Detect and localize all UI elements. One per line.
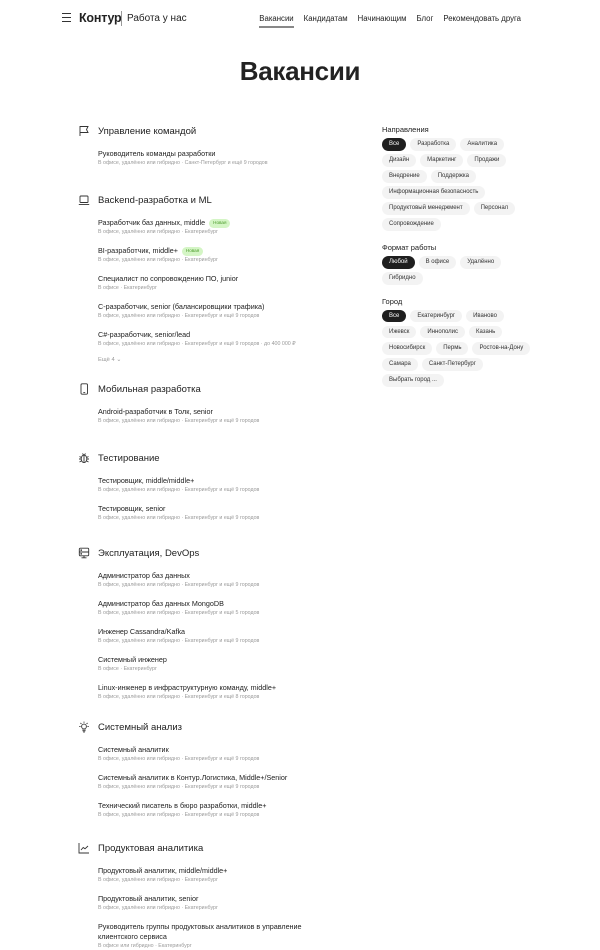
job-meta: В офисе, удалённо или гибридно · Екатеринбург и ещё 9 городов · до 400 000 ₽: [98, 341, 296, 347]
chip-city-all[interactable]: Все: [382, 310, 406, 323]
filter-directions-chips: [382, 138, 532, 231]
section-mobile-dev: [78, 381, 358, 425]
job-meta: В офисе, удалённо или гибридно · Екатеринбург и ещё 9 городов: [98, 418, 260, 424]
new-badge: Новая: [182, 247, 203, 256]
job-title[interactable]: C#-разработчик, senior/lead: [98, 330, 191, 339]
menu-icon[interactable]: [62, 13, 71, 22]
job-title[interactable]: Администратор баз данных MongoDB: [98, 599, 224, 608]
job-item[interactable]: [98, 894, 358, 912]
job-meta: В офисе, удалённо или гибридно · Екатеринбург: [98, 877, 218, 883]
job-item[interactable]: [98, 627, 358, 645]
job-title[interactable]: Android-разработчик в Толк, senior: [98, 407, 213, 416]
chip-direction-all[interactable]: Все: [382, 138, 406, 151]
section-title: Системный анализ: [98, 721, 183, 733]
main-nav: [259, 14, 521, 23]
logo-subtitle[interactable]: Работа у нас: [127, 13, 187, 24]
section-title: Backend-разработка и ML: [98, 194, 212, 206]
chip-direction-sales[interactable]: Продажи: [467, 154, 506, 167]
chip-city-izhevsk[interactable]: Ижевск: [382, 326, 416, 339]
job-title[interactable]: C-разработчик, senior (балансировщики трафика): [98, 302, 265, 311]
section-systems-analysis: [78, 719, 358, 819]
server-icon: [78, 547, 90, 559]
job-item[interactable]: [98, 745, 358, 763]
logo-divider: [121, 11, 122, 26]
filter-directions-title: Направления: [382, 125, 429, 134]
lightbulb-icon: [78, 721, 90, 733]
job-meta: В офисе, удалённо или гибридно · Екатеринбург и ещё 9 городов: [98, 313, 260, 319]
nav-blog[interactable]: Блог: [416, 14, 434, 23]
job-item[interactable]: [98, 274, 358, 292]
job-item[interactable]: [98, 218, 358, 236]
job-item[interactable]: [98, 683, 358, 701]
flag-icon: [78, 125, 90, 137]
chip-direction-support[interactable]: Поддержка: [431, 170, 476, 183]
chip-direction-marketing[interactable]: Маркетинг: [420, 154, 463, 167]
chip-city-choose[interactable]: Выбрать город ...: [382, 374, 444, 387]
page-title: Вакансии: [239, 56, 361, 86]
chip-city-kazan[interactable]: Казань: [469, 326, 502, 339]
show-more-label: Ещё 4: [98, 357, 115, 363]
job-title[interactable]: Руководитель группы продуктовых аналитиков в управление клиентского сервиса: [98, 922, 302, 941]
chip-direction-implementation[interactable]: Внедрение: [382, 170, 427, 183]
chip-direction-product-management[interactable]: Продуктовый менеджмент: [382, 202, 470, 215]
job-meta: В офисе, удалённо или гибридно · Екатеринбург и ещё 9 городов: [98, 756, 260, 762]
section-title: Эксплуатация, DevOps: [98, 547, 200, 559]
job-title[interactable]: Разработчик баз данных, middle: [98, 218, 206, 227]
job-title[interactable]: Тестировщик, senior: [98, 504, 166, 513]
job-item[interactable]: [98, 571, 358, 589]
filters-panel: [382, 125, 532, 387]
job-item[interactable]: [98, 773, 358, 791]
job-title[interactable]: Руководитель команды разработки: [98, 149, 216, 158]
job-meta: В офисе, удалённо или гибридно · Екатеринбург и ещё 9 городов: [98, 812, 260, 818]
chip-city-novosibirsk[interactable]: Новосибирск: [382, 342, 432, 355]
section-devops: [78, 545, 358, 701]
job-title[interactable]: Администратор баз данных: [98, 571, 190, 580]
job-meta: В офисе, удалённо или гибридно · Санкт-Петербург и ещё 9 городов: [98, 160, 268, 166]
job-meta: В офисе, удалённо или гибридно · Екатеринбург и ещё 8 городов: [98, 694, 260, 700]
job-title[interactable]: Системный аналитик: [98, 745, 169, 754]
chip-city-yekaterinburg[interactable]: Екатеринбург: [410, 310, 462, 323]
job-item[interactable]: [98, 149, 358, 167]
chip-direction-infosec[interactable]: Информационная безопасность: [382, 186, 485, 199]
chip-direction-analytics[interactable]: Аналитика: [460, 138, 504, 151]
job-item[interactable]: [98, 655, 358, 673]
job-item[interactable]: [98, 246, 358, 264]
chip-format-hybrid[interactable]: Гибридно: [382, 272, 423, 285]
job-item[interactable]: [98, 599, 358, 617]
nav-beginners[interactable]: Начинающим: [357, 14, 407, 23]
chip-format-office[interactable]: В офисе: [419, 256, 457, 269]
job-meta: В офисе, удалённо или гибридно · Екатеринбург: [98, 229, 218, 235]
nav-vacancies[interactable]: Вакансии: [259, 14, 294, 23]
filter-city-chips: [382, 310, 532, 387]
chip-format-any[interactable]: Любой: [382, 256, 415, 269]
section-team-management: [78, 123, 358, 167]
job-meta: В офисе · Екатеринбург: [98, 666, 157, 672]
job-title[interactable]: Продуктовый аналитик, middle/middle+: [98, 866, 228, 875]
chip-format-remote[interactable]: Удалённо: [460, 256, 501, 269]
chip-city-samara[interactable]: Самара: [382, 358, 418, 371]
section-title: Мобильная разработка: [98, 383, 201, 395]
job-meta: В офисе или гибридно · Екатеринбург: [98, 943, 192, 949]
chart-line-icon: [78, 842, 90, 854]
chip-direction-hr[interactable]: Персонал: [474, 202, 516, 215]
bug-icon: [78, 452, 90, 464]
job-meta: В офисе, удалённо или гибридно · Екатеринбург: [98, 905, 218, 911]
laptop-icon: [78, 194, 90, 206]
logo[interactable]: Контур: [79, 11, 122, 25]
job-meta: В офисе, удалённо или гибридно · Екатеринбург и ещё 9 городов: [98, 487, 260, 493]
job-meta: В офисе, удалённо или гибридно · Екатеринбург и ещё 5 городов: [98, 610, 260, 616]
section-product-analytics: [78, 840, 358, 950]
section-testing: [78, 450, 358, 522]
phone-icon: [78, 383, 90, 395]
new-badge: Новая: [209, 219, 230, 228]
chip-direction-design[interactable]: Дизайн: [382, 154, 416, 167]
chip-city-perm[interactable]: Пермь: [436, 342, 468, 355]
chip-city-innopolis[interactable]: Иннополис: [420, 326, 465, 339]
job-meta: В офисе, удалённо или гибридно · Екатеринбург и ещё 9 городов: [98, 784, 260, 790]
chip-direction-maintenance[interactable]: Сопровождение: [382, 218, 441, 231]
section-title: Управление командой: [98, 125, 197, 137]
job-meta: В офисе, удалённо или гибридно · Екатеринбург и ещё 9 городов: [98, 638, 260, 644]
job-item[interactable]: [98, 866, 358, 884]
filter-format-title: Формат работы: [382, 243, 437, 253]
section-title: Продуктовая аналитика: [98, 842, 204, 854]
job-title[interactable]: Технический писатель в бюро разработки, middle+: [98, 801, 267, 810]
job-item[interactable]: [98, 302, 358, 320]
job-title[interactable]: Системный инженер: [98, 655, 167, 664]
section-backend-ml: [78, 192, 358, 363]
job-meta: В офисе · Екатеринбург: [98, 285, 157, 291]
job-title[interactable]: Тестировщик, middle/middle+: [98, 476, 195, 485]
job-title[interactable]: Системный аналитик в Контур.Логистика, Middle+/Senior: [98, 773, 288, 782]
job-item[interactable]: [98, 476, 358, 494]
chip-city-spb[interactable]: Санкт-Петербург: [422, 358, 483, 371]
nav-refer-friend[interactable]: Рекомендовать друга: [443, 14, 521, 23]
filter-city-title: Город: [382, 296, 403, 306]
job-title[interactable]: Продуктовый аналитик, senior: [98, 894, 199, 903]
job-item[interactable]: [98, 922, 338, 950]
chevron-down-icon: ⌄: [116, 357, 122, 363]
job-title[interactable]: Инженер Cassandra/Kafka: [98, 627, 186, 636]
job-meta: В офисе, удалённо или гибридно · Екатеринбург и ещё 9 городов: [98, 515, 260, 521]
job-title[interactable]: Linux-инженер в инфраструктурную команду, middle+: [98, 683, 277, 692]
filter-format-chips: [382, 256, 532, 285]
nav-candidates[interactable]: Кандидатам: [303, 14, 348, 23]
job-meta: В офисе, удалённо или гибридно · Екатеринбург: [98, 257, 218, 263]
site-header: [0, 0, 600, 38]
job-item[interactable]: [98, 801, 358, 819]
chip-direction-development[interactable]: Разработка: [410, 138, 456, 151]
show-more-button[interactable]: [98, 357, 358, 363]
section-title: Тестирование: [98, 452, 160, 464]
chip-city-ivanovo[interactable]: Иваново: [466, 310, 504, 323]
job-meta: В офисе, удалённо или гибридно · Екатеринбург и ещё 9 городов: [98, 582, 260, 588]
chip-city-rostov[interactable]: Ростов-на-Дону: [472, 342, 530, 355]
job-title[interactable]: Специалист по сопровождению ПО, junior: [98, 274, 239, 283]
job-item[interactable]: [98, 504, 358, 522]
job-item[interactable]: [98, 407, 358, 425]
job-item[interactable]: [98, 330, 358, 348]
job-title[interactable]: BI-разработчик, middle+: [98, 246, 178, 255]
